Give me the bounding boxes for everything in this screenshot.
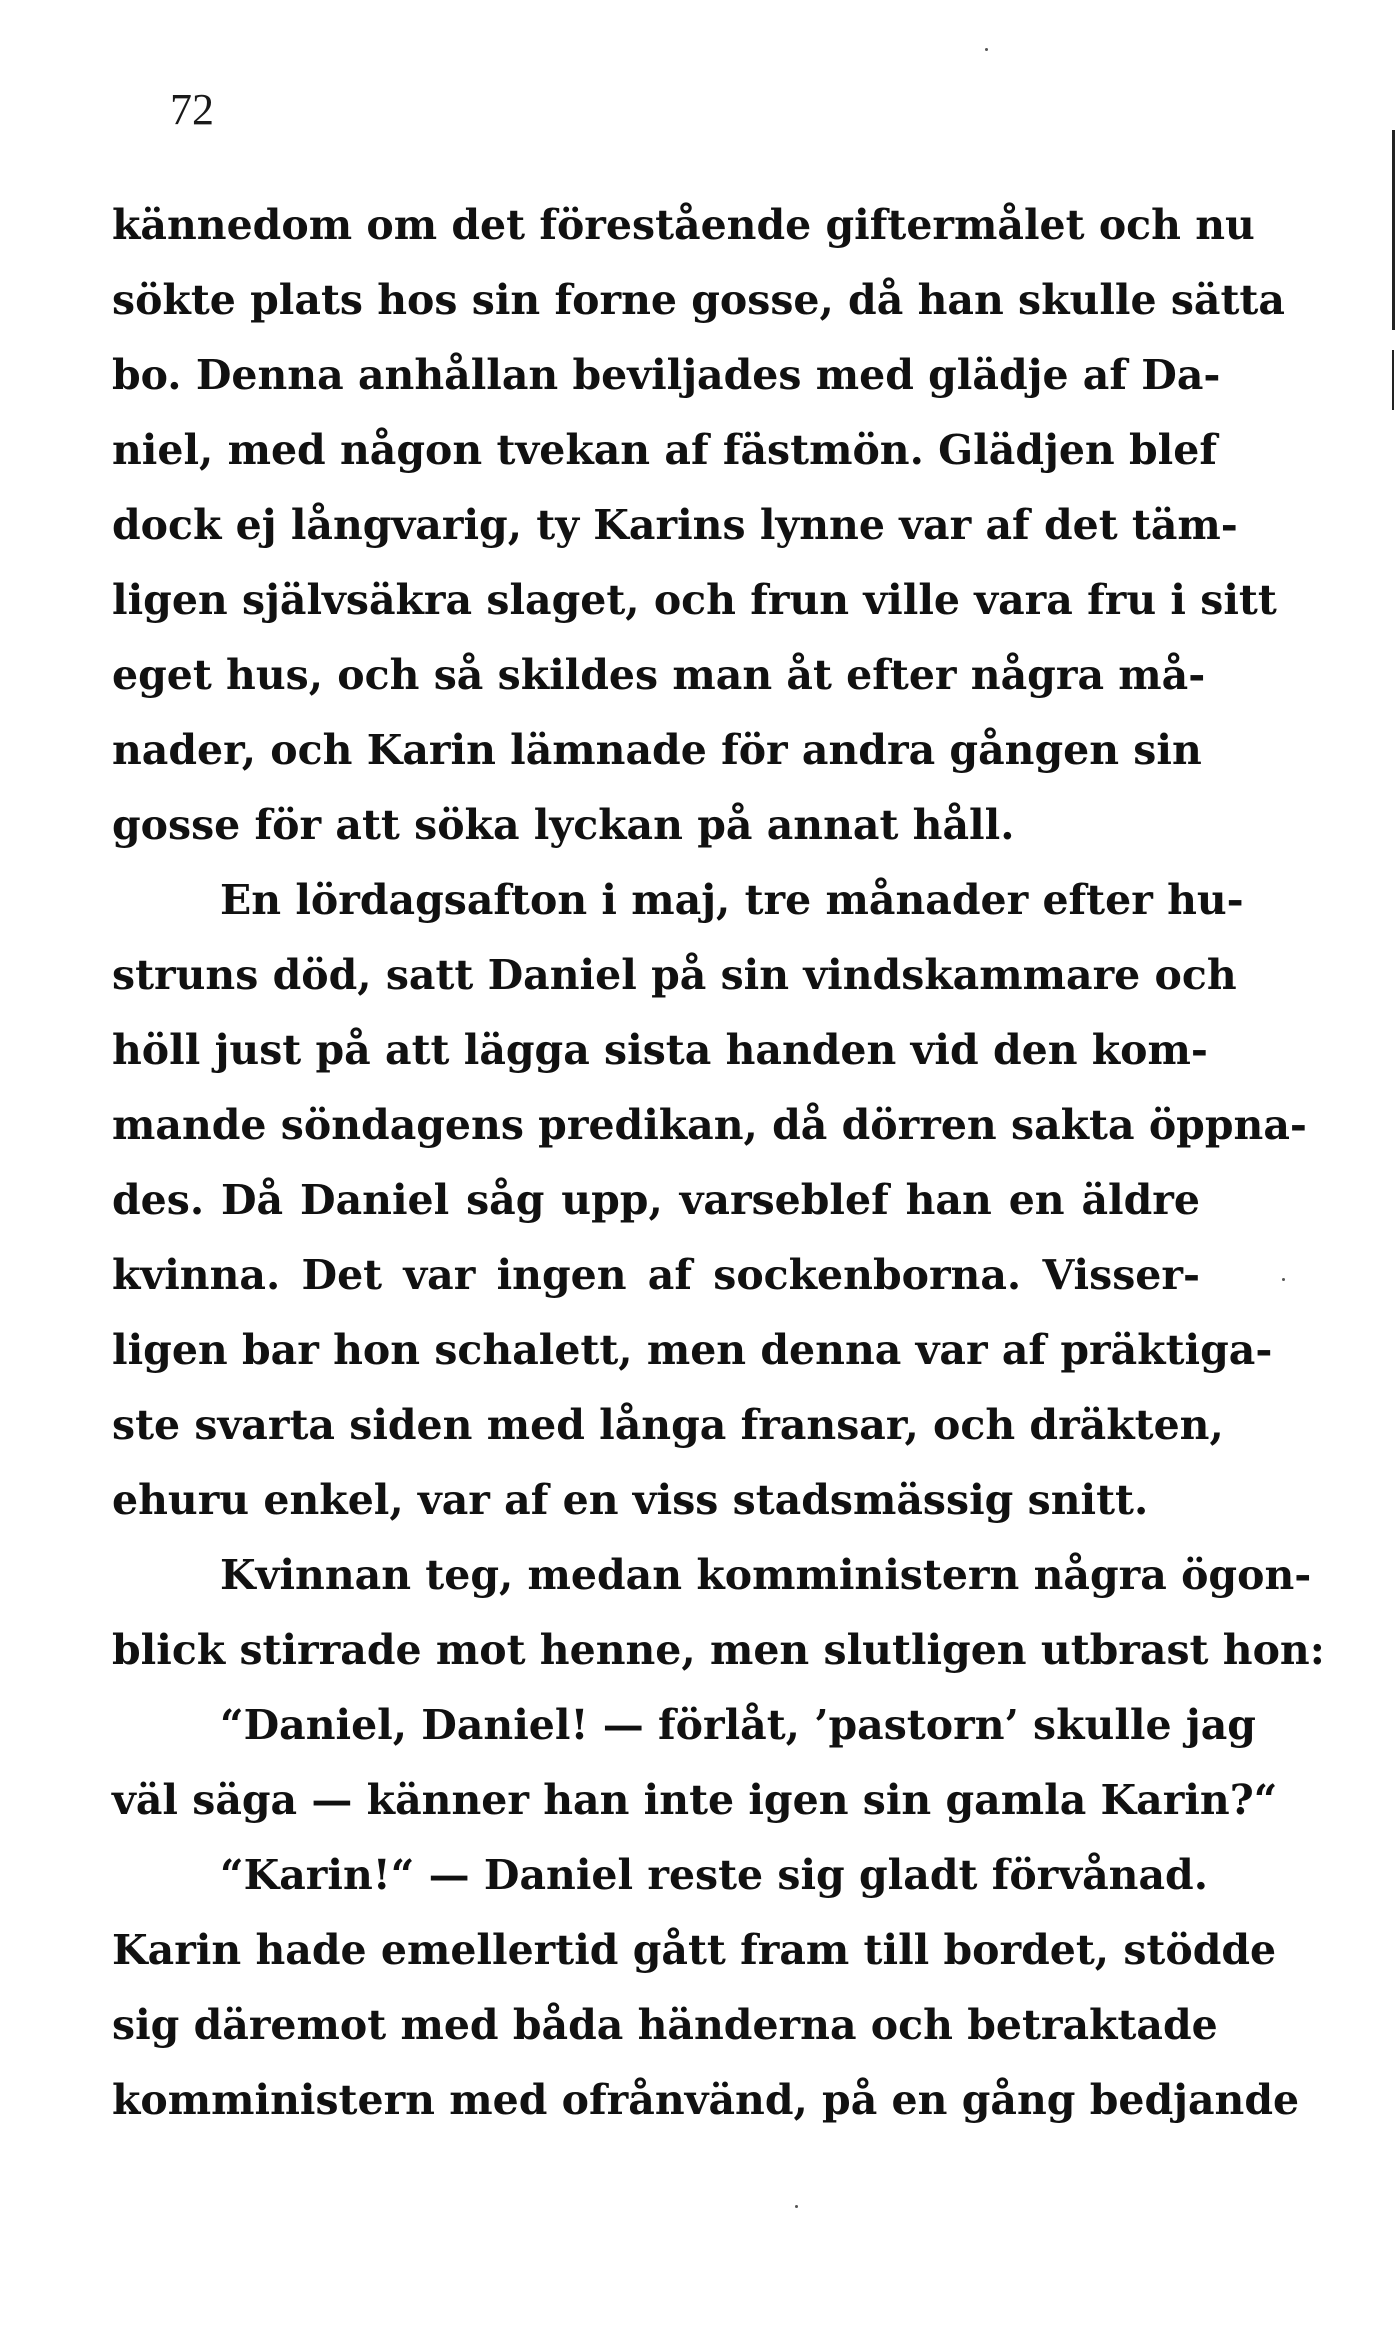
- scan-speck: [1282, 1278, 1285, 1281]
- page-number: 72: [170, 85, 214, 134]
- text-line: gosse för att söka lyckan på annat håll.: [112, 801, 1015, 849]
- body-text: [112, 188, 1325, 2138]
- text-line: ste svarta siden med långa fransar, och dräkten,: [112, 1401, 1224, 1449]
- text-line: komministern med ofrånvänd, på en gång bedjande: [112, 2076, 1300, 2124]
- text-line: des. Då Daniel såg upp, varseblef han en äldre: [112, 1176, 1200, 1224]
- text-line: dock ej långvarig, ty Karins lynne var af det täm-: [112, 501, 1238, 549]
- text-line: Karin hade emellertid gått fram till bordet, stödde: [112, 1926, 1277, 1974]
- text-line: nader, och Karin lämnade för andra gången sin: [112, 726, 1202, 774]
- text-line: ligen självsäkra slaget, och frun ville vara fru i sitt: [112, 576, 1277, 624]
- text-line: “Karin!“ — Daniel reste sig gladt förvånad.: [220, 1851, 1208, 1899]
- scan-speck: [795, 2205, 798, 2208]
- text-line: sökte plats hos sin forne gosse, då han skulle sätta: [112, 276, 1285, 324]
- page-edge-mark: [1392, 350, 1394, 410]
- text-line: eget hus, och så skildes man åt efter några må-: [112, 651, 1206, 699]
- text-line: struns död, satt Daniel på sin vindskammare och: [112, 951, 1237, 999]
- text-line: bo. Denna anhållan beviljades med glädje af Da-: [112, 351, 1221, 399]
- text-line: mande söndagens predikan, då dörren sakta öppna-: [112, 1101, 1307, 1149]
- text-line: ehuru enkel, var af en viss stadsmässig snitt.: [112, 1476, 1149, 1524]
- text-line: Kvinnan teg, medan komministern några ögon-: [220, 1551, 1312, 1599]
- text-line: blick stirrade mot henne, men slutligen utbrast hon:: [112, 1626, 1325, 1674]
- scan-speck: [985, 48, 988, 51]
- text-line: ligen bar hon schalett, men denna var af präktiga-: [112, 1326, 1273, 1374]
- text-line: kvinna. Det var ingen af sockenborna. Visser-: [112, 1251, 1200, 1299]
- text-line: väl säga — känner han inte igen sin gamla Karin?“: [112, 1776, 1278, 1824]
- text-line: En lördagsafton i maj, tre månader efter hu-: [220, 876, 1244, 924]
- text-line: kännedom om det förestående giftermålet och nu: [112, 201, 1255, 249]
- page-edge-mark: [1392, 130, 1395, 330]
- text-line: sig däremot med båda händerna och betraktade: [112, 2001, 1218, 2049]
- text-line: höll just på att lägga sista handen vid den kom-: [112, 1026, 1208, 1074]
- text-line: “Daniel, Daniel! — förlåt, ’pastorn’ skulle jag: [220, 1701, 1256, 1749]
- text-line: niel, med någon tvekan af fästmön. Glädjen blef: [112, 426, 1217, 474]
